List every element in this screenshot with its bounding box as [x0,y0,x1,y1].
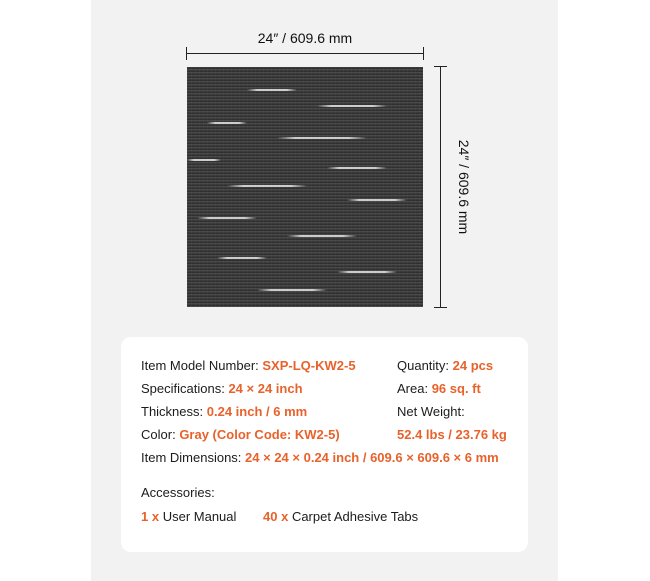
spec-specifications [141,381,303,396]
spec-value: 24 pcs [452,358,494,373]
height-dimension-tick-top [434,66,447,67]
accessory-item [263,509,418,524]
spec-item-dimensions [141,450,499,465]
spec-label: Quantity: [397,358,450,373]
spec-quantity [397,358,493,373]
spec-value: 24 × 24 inch [228,381,303,396]
spec-value: Gray (Color Code: KW2-5) [179,427,340,442]
spec-value: 24 × 24 × 0.24 inch / 609.6 × 609.6 × 6 mm [245,450,499,465]
spec-label: Area: [397,381,429,396]
spec-area [397,381,481,396]
spec-value: 96 sq. ft [431,381,481,396]
spec-thickness [141,404,307,419]
carpet-tile-icon [187,67,423,307]
spec-label: Color: [141,427,176,442]
spec-label: Specifications: [141,381,225,396]
spec-value: SXP-LQ-KW2-5 [262,358,356,373]
spec-net-weight-label [397,404,465,419]
spec-item-model-number [141,358,356,373]
accessory-name: User Manual [162,509,237,524]
accessory-qty: 40 x [263,509,289,524]
accessories-heading: Accessories: [141,485,215,500]
accessory-name: Carpet Adhesive Tabs [291,509,419,524]
spec-label: Item Dimensions: [141,450,242,465]
spec-card [121,337,528,552]
spec-label: Thickness: [141,404,204,419]
width-dimension-tick-right [423,47,424,60]
spec-value: 0.24 inch / 6 mm [206,404,308,419]
width-dimension [186,30,424,60]
spec-value: 52.4 lbs / 23.76 kg [397,427,507,442]
height-dimension [426,66,472,308]
accessory-qty: 1 x [141,509,160,524]
width-dimension-line [186,53,424,54]
spec-label: Item Model Number: [141,358,259,373]
height-dimension-label: 24″ / 609.6 mm [456,139,472,235]
height-dimension-tick-bottom [434,307,447,308]
width-dimension-label: 24″ / 609.6 mm [257,30,353,46]
accessory-item [141,509,236,524]
height-dimension-line [440,66,441,308]
spec-color [141,427,340,442]
spec-label: Net Weight: [397,404,465,419]
spec-net-weight-value [397,427,507,442]
width-dimension-tick-left [186,47,187,60]
